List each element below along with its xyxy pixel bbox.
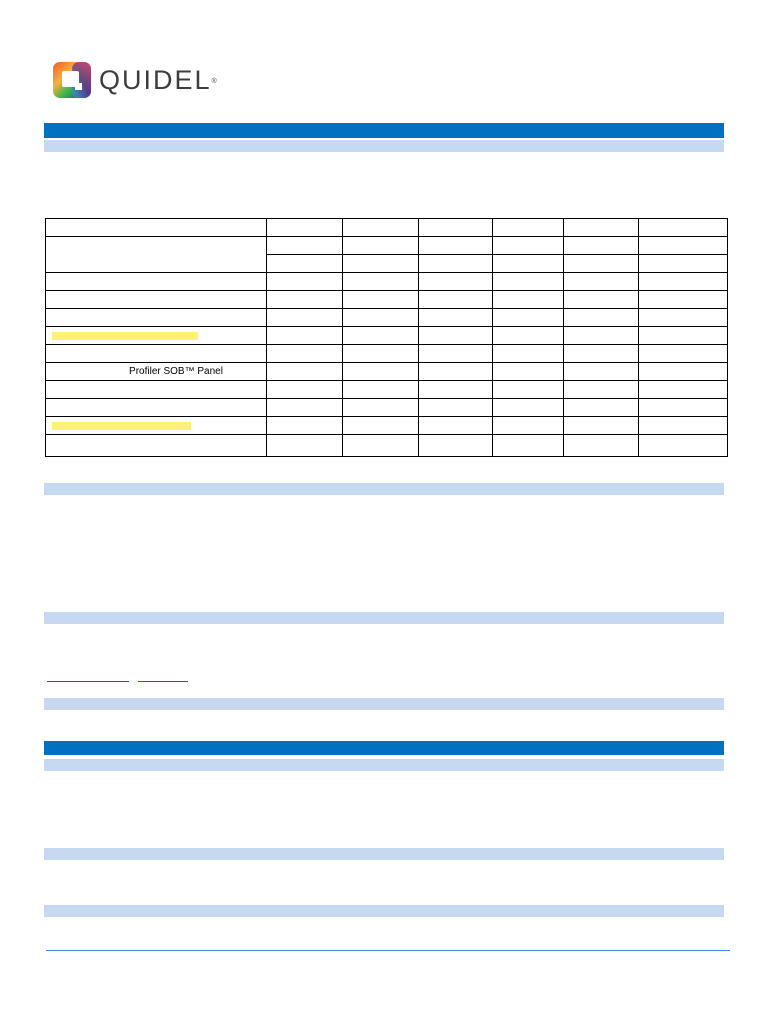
table-cell — [419, 399, 493, 417]
table-cell — [419, 309, 493, 327]
table-cell — [46, 219, 267, 237]
table-cell — [493, 255, 564, 273]
table-cell — [267, 399, 343, 417]
logo-wordmark-text: QUIDEL — [99, 65, 212, 95]
table-cell — [639, 219, 728, 237]
table-cell — [46, 345, 267, 363]
table-row — [46, 399, 728, 417]
table-cell — [419, 435, 493, 457]
highlighted-text-mark — [52, 332, 198, 340]
subsection-header-bar — [44, 698, 724, 710]
table-cell — [343, 219, 419, 237]
table-cell — [493, 417, 564, 435]
table-cell — [267, 219, 343, 237]
table-cell — [639, 363, 728, 381]
table-cell — [564, 219, 639, 237]
table-cell — [343, 363, 419, 381]
table-row-highlighted — [46, 417, 728, 435]
table-cell — [419, 363, 493, 381]
table-cell — [343, 417, 419, 435]
section-header-bar — [44, 741, 724, 755]
table-cell — [564, 273, 639, 291]
table-cell — [564, 327, 639, 345]
table-cell — [639, 273, 728, 291]
table-cell — [419, 255, 493, 273]
table-cell — [46, 327, 267, 345]
table-cell — [46, 309, 267, 327]
table-cell — [564, 255, 639, 273]
table-cell — [343, 435, 419, 457]
table-cell — [343, 381, 419, 399]
table-cell — [639, 381, 728, 399]
table-cell — [564, 417, 639, 435]
table-row — [46, 381, 728, 399]
subsection-header-bar — [44, 612, 724, 624]
table-cell — [343, 237, 419, 255]
hyperlink[interactable] — [138, 681, 188, 682]
registered-mark: ® — [211, 78, 217, 85]
table-cell — [419, 345, 493, 363]
subsection-header-bar — [44, 759, 724, 771]
section-header-bar — [44, 123, 724, 138]
table-cell — [493, 291, 564, 309]
table-cell — [639, 399, 728, 417]
table-cell — [267, 435, 343, 457]
table-cell — [267, 291, 343, 309]
table-cell — [639, 237, 728, 255]
table-cell — [493, 381, 564, 399]
table-cell — [493, 237, 564, 255]
logo-wordmark — [99, 65, 217, 95]
table-cell — [46, 273, 267, 291]
table-cell — [639, 291, 728, 309]
table-cell — [419, 327, 493, 345]
panel-label: Profiler SOB™ Panel — [129, 366, 223, 377]
table-cell — [493, 345, 564, 363]
table-cell — [493, 435, 564, 457]
table-cell — [639, 327, 728, 345]
table-cell — [564, 345, 639, 363]
highlighted-text-mark — [52, 422, 191, 430]
table-cell — [267, 237, 343, 255]
table-cell — [639, 435, 728, 457]
table-cell — [419, 273, 493, 291]
table-cell — [419, 381, 493, 399]
table-cell — [493, 399, 564, 417]
table-cell — [46, 417, 267, 435]
table-cell — [639, 417, 728, 435]
table-cell — [343, 273, 419, 291]
table-cell — [46, 237, 267, 273]
table-row — [46, 435, 728, 457]
table-cell — [267, 345, 343, 363]
table-cell — [564, 363, 639, 381]
table-cell — [564, 291, 639, 309]
table-cell — [343, 309, 419, 327]
subsection-header-bar — [44, 140, 724, 152]
subsection-header-bar — [44, 848, 724, 860]
table-cell — [267, 417, 343, 435]
footer-rule — [46, 950, 730, 951]
table-cell — [493, 273, 564, 291]
table-row — [46, 345, 728, 363]
table-cell — [493, 363, 564, 381]
table-cell — [267, 363, 343, 381]
table-row-highlighted — [46, 327, 728, 345]
specification-table — [45, 218, 728, 457]
table-cell — [46, 291, 267, 309]
table-cell — [267, 273, 343, 291]
table-cell — [343, 291, 419, 309]
table-cell — [419, 219, 493, 237]
table-cell — [493, 327, 564, 345]
table-cell — [46, 435, 267, 457]
table-cell — [639, 255, 728, 273]
table-cell — [267, 327, 343, 345]
table-row — [46, 273, 728, 291]
quidel-logo — [53, 62, 233, 98]
table-row — [46, 363, 728, 381]
table-cell — [46, 381, 267, 399]
table-cell — [419, 237, 493, 255]
hyperlink[interactable] — [47, 681, 129, 682]
table-cell — [419, 417, 493, 435]
table-cell — [267, 309, 343, 327]
table-cell — [267, 255, 343, 273]
table-cell — [564, 237, 639, 255]
table-row — [46, 291, 728, 309]
quidel-logo-icon — [53, 62, 91, 98]
table-cell — [564, 381, 639, 399]
table-cell — [493, 219, 564, 237]
table-cell — [639, 345, 728, 363]
table-cell — [564, 309, 639, 327]
subsection-header-bar — [44, 483, 724, 495]
subsection-header-bar — [44, 905, 724, 917]
table-cell — [343, 345, 419, 363]
table-cell — [46, 363, 267, 381]
table-cell — [639, 309, 728, 327]
table-cell — [493, 309, 564, 327]
table-row — [46, 237, 728, 255]
table-cell — [564, 399, 639, 417]
table-cell — [564, 435, 639, 457]
table-cell — [343, 399, 419, 417]
table-cell — [343, 327, 419, 345]
table-cell — [267, 381, 343, 399]
table-header-row — [46, 219, 728, 237]
table-cell — [419, 291, 493, 309]
table-cell — [46, 399, 267, 417]
table-row — [46, 309, 728, 327]
table-cell — [343, 255, 419, 273]
